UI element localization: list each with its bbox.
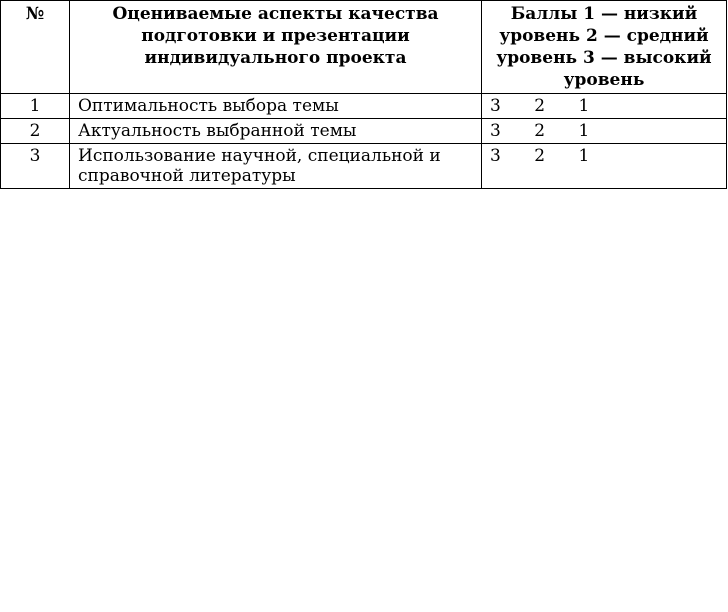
row-score: 3 2 1 [482, 94, 727, 119]
header-row [1, 1, 727, 94]
table-row [1, 94, 727, 119]
table-row [1, 119, 727, 144]
row-number: 3 [1, 144, 70, 189]
row-aspect: Актуальность выбранной темы [70, 119, 482, 144]
row-aspect: Использование научной, специальной и справочной литературы [70, 144, 482, 189]
row-aspect: Оптимальность выбора темы [70, 94, 482, 119]
col-score: Баллы 1 — низкий уровень 2 — средний уровень 3 — высокий уровень [482, 1, 727, 94]
row-number: 1 [1, 94, 70, 119]
table-row [1, 144, 727, 189]
col-aspect: Оцениваемые аспекты качества подготовки и презентации индивидуального проекта [70, 1, 482, 94]
evaluation-table [0, 0, 727, 189]
col-number: № [1, 1, 70, 94]
row-score: 3 2 1 [482, 119, 727, 144]
row-score: 3 2 1 [482, 144, 727, 189]
row-number: 2 [1, 119, 70, 144]
